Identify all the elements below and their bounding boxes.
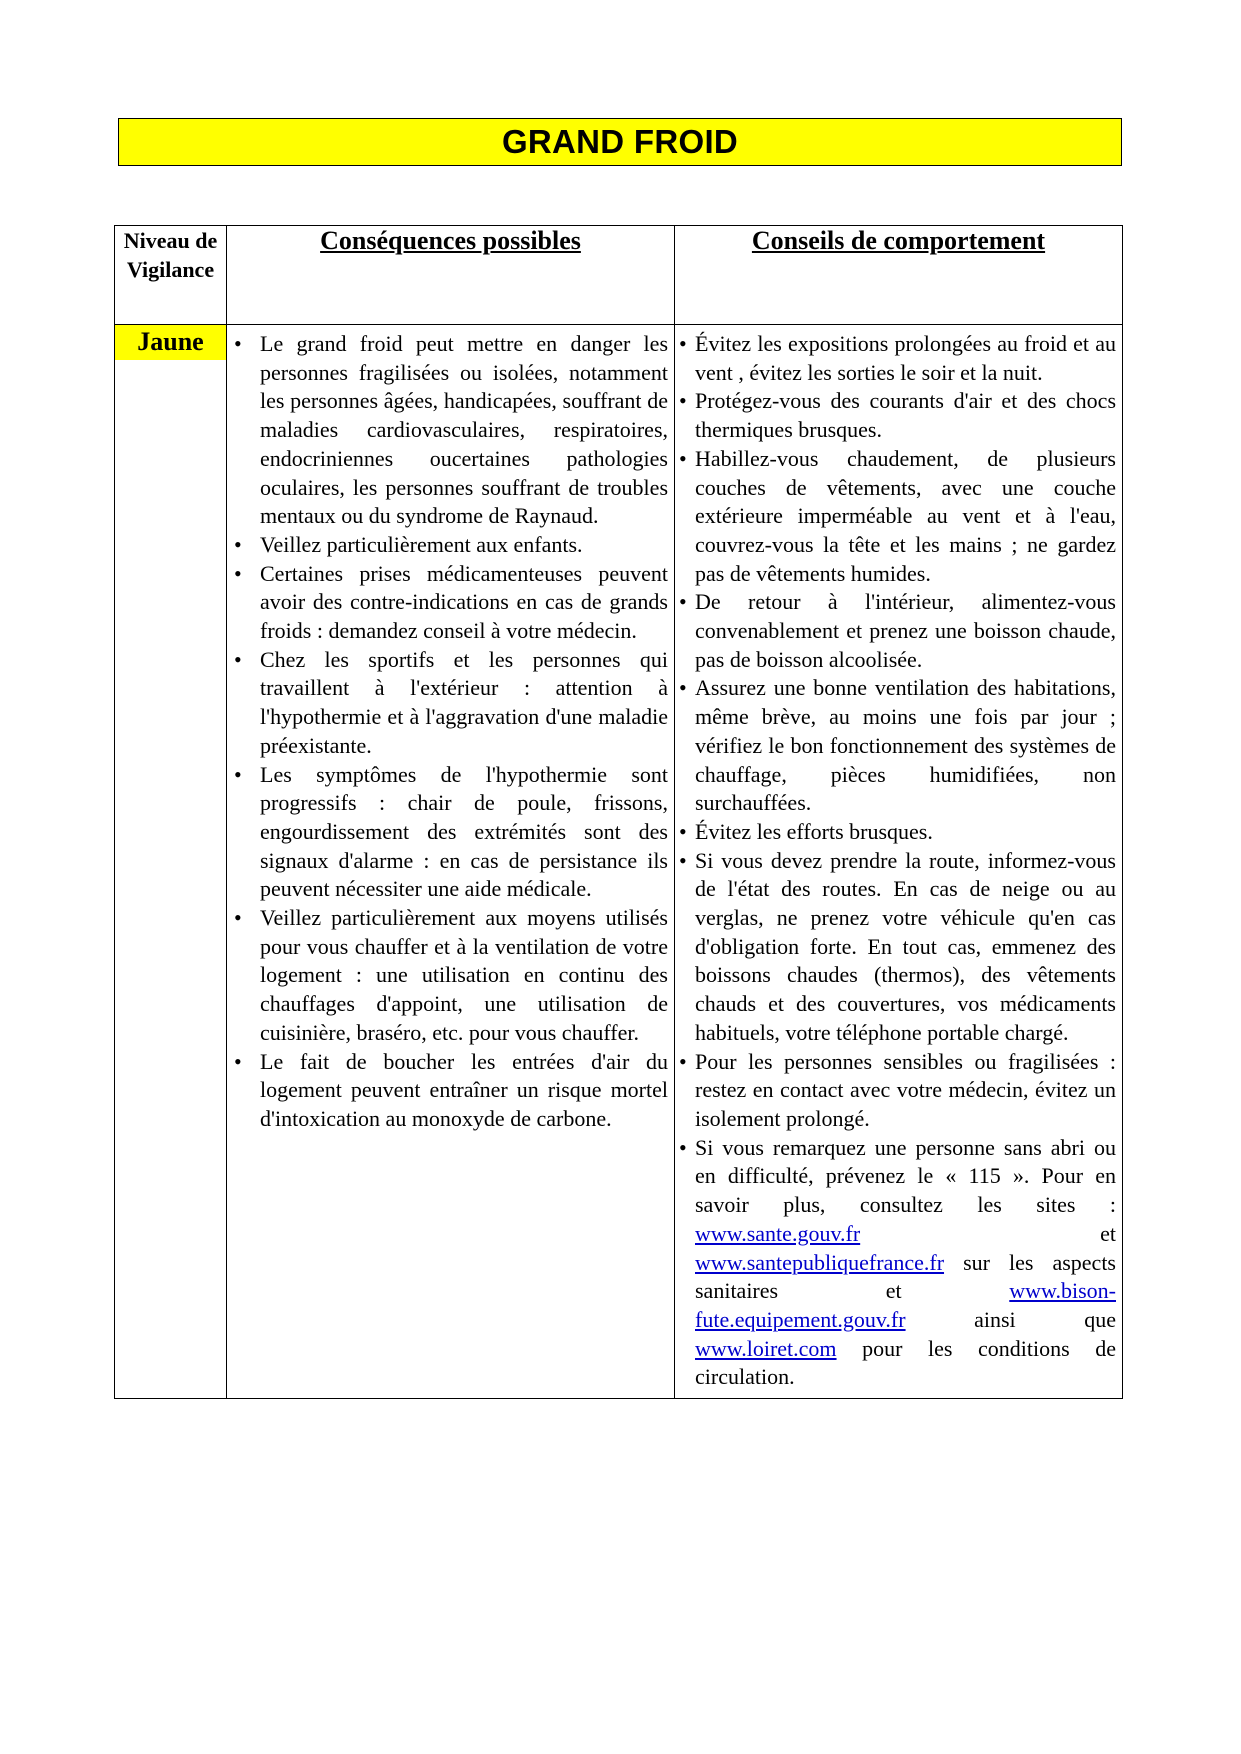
list-item: • Évitez les efforts brusques. — [695, 818, 1116, 847]
header-advice: Conseils de comportement — [675, 226, 1123, 325]
list-item: • Protégez-vous des courants d'air et des chocs thermiques brusques. — [695, 387, 1116, 444]
list-item: • Le grand froid peut mettre en danger les personnes fragilisées ou isolées, notamment les personnes âgées, handicapées, souffrant de maladies cardiovasculaires, respiratoires, endocriniennes oucertaines pathologies oculaires, les personnes souffrant de troubles mentaux ou du syndrome de Raynaud. — [260, 330, 668, 531]
list-item: • Évitez les expositions prolongées au froid et au vent , évitez les sorties le soir et la nuit. — [695, 330, 1116, 387]
list-item: • Veillez particulièrement aux enfants. — [260, 531, 668, 560]
header-consequences: Conséquences possibles — [227, 226, 675, 325]
list-item: • Si vous devez prendre la route, informez-vous de l'état des routes. En cas de neige ou au verglas, ne prenez votre véhicule qu'en cas d'obligation forte. En tout cas, emmenez des boissons chaudes (thermos), des vêtements chauds et des couvertures, vos médicaments habituels, votre téléphone portable chargé. — [695, 847, 1116, 1048]
list-item: • Certaines prises médicamenteuses peuvent avoir des contre-indications en cas de grands froids : demandez conseil à votre médecin. — [260, 560, 668, 646]
list-item: • Veillez particulièrement aux moyens utilisés pour vous chauffer et à la ventilation de votre logement : une utilisation en continu des chauffages d'appoint, une utilisation de cuisinière, braséro, etc. pour vous chauffer. — [260, 904, 668, 1048]
consequences-cell — [227, 325, 675, 1399]
link-bison-fute[interactable]: www.bison-fute.equipement.gouv.fr — [695, 1278, 1116, 1332]
header-row — [115, 226, 1123, 325]
consequences-list — [227, 325, 674, 1140]
advice-cell — [675, 325, 1123, 1399]
list-item: • Le fait de boucher les entrées d'air du logement peuvent entraîner un risque mortel d'intoxication au monoxyde de carbone. — [260, 1048, 668, 1134]
list-item-links: • Si vous remarquez une personne sans abri ou en difficulté, prévenez le « 115 ». Pour en savoir plus, consultez les sites : www.sante.gouv.fr et www.santepubliquefrance.fr sur les aspects sanitaires et www.bison-fute.equipement.gouv.fr ainsi que www.loiret.com pour les conditions de circulation. — [695, 1134, 1116, 1392]
link-santepubliquefrance[interactable]: www.santepubliquefrance.fr — [695, 1249, 945, 1275]
header-level: Niveau de Vigilance — [115, 226, 227, 325]
list-item: • De retour à l'intérieur, alimentez-vous convenablement et prenez une boisson chaude, pas de boisson alcoolisée. — [695, 588, 1116, 674]
list-item: • Assurez une bonne ventilation des habitations, même brève, au moins une fois par jour ; vérifiez le bon fonctionnement des systèmes de chauffage, pièces humidifiées, non surchauffées. — [695, 674, 1116, 818]
list-item: • Pour les personnes sensibles ou fragilisées : restez en contact avec votre médecin, évitez un isolement prolongé. — [695, 1048, 1116, 1134]
list-item: • Habillez-vous chaudement, de plusieurs couches de vêtements, avec une couche extérieure imperméable au vent et à l'eau, couvrez-vous la tête et les mains ; ne gardez pas de vêtements humides. — [695, 445, 1116, 589]
advice-list — [675, 325, 1122, 1398]
page-title: GRAND FROID — [501, 123, 739, 160]
link-loiret[interactable]: www.loiret.com — [695, 1335, 837, 1361]
list-item: • Chez les sportifs et les personnes qui travaillent à l'extérieur : attention à l'hypothermie et à l'aggravation d'une maladie préexistante. — [260, 646, 668, 761]
link-sante[interactable]: www.sante.gouv.fr — [695, 1220, 861, 1246]
title-banner — [118, 118, 1122, 166]
level-badge: Jaune — [115, 325, 226, 360]
level-cell — [115, 325, 227, 1399]
list-item: • Les symptômes de l'hypothermie sont progressifs : chair de poule, frissons, engourdissement des extrémités sont des signaux d'alarme : en cas de persistance ils peuvent nécessiter une aide médicale. — [260, 761, 668, 905]
vigilance-table — [114, 225, 1123, 1399]
table-row — [115, 325, 1123, 1399]
